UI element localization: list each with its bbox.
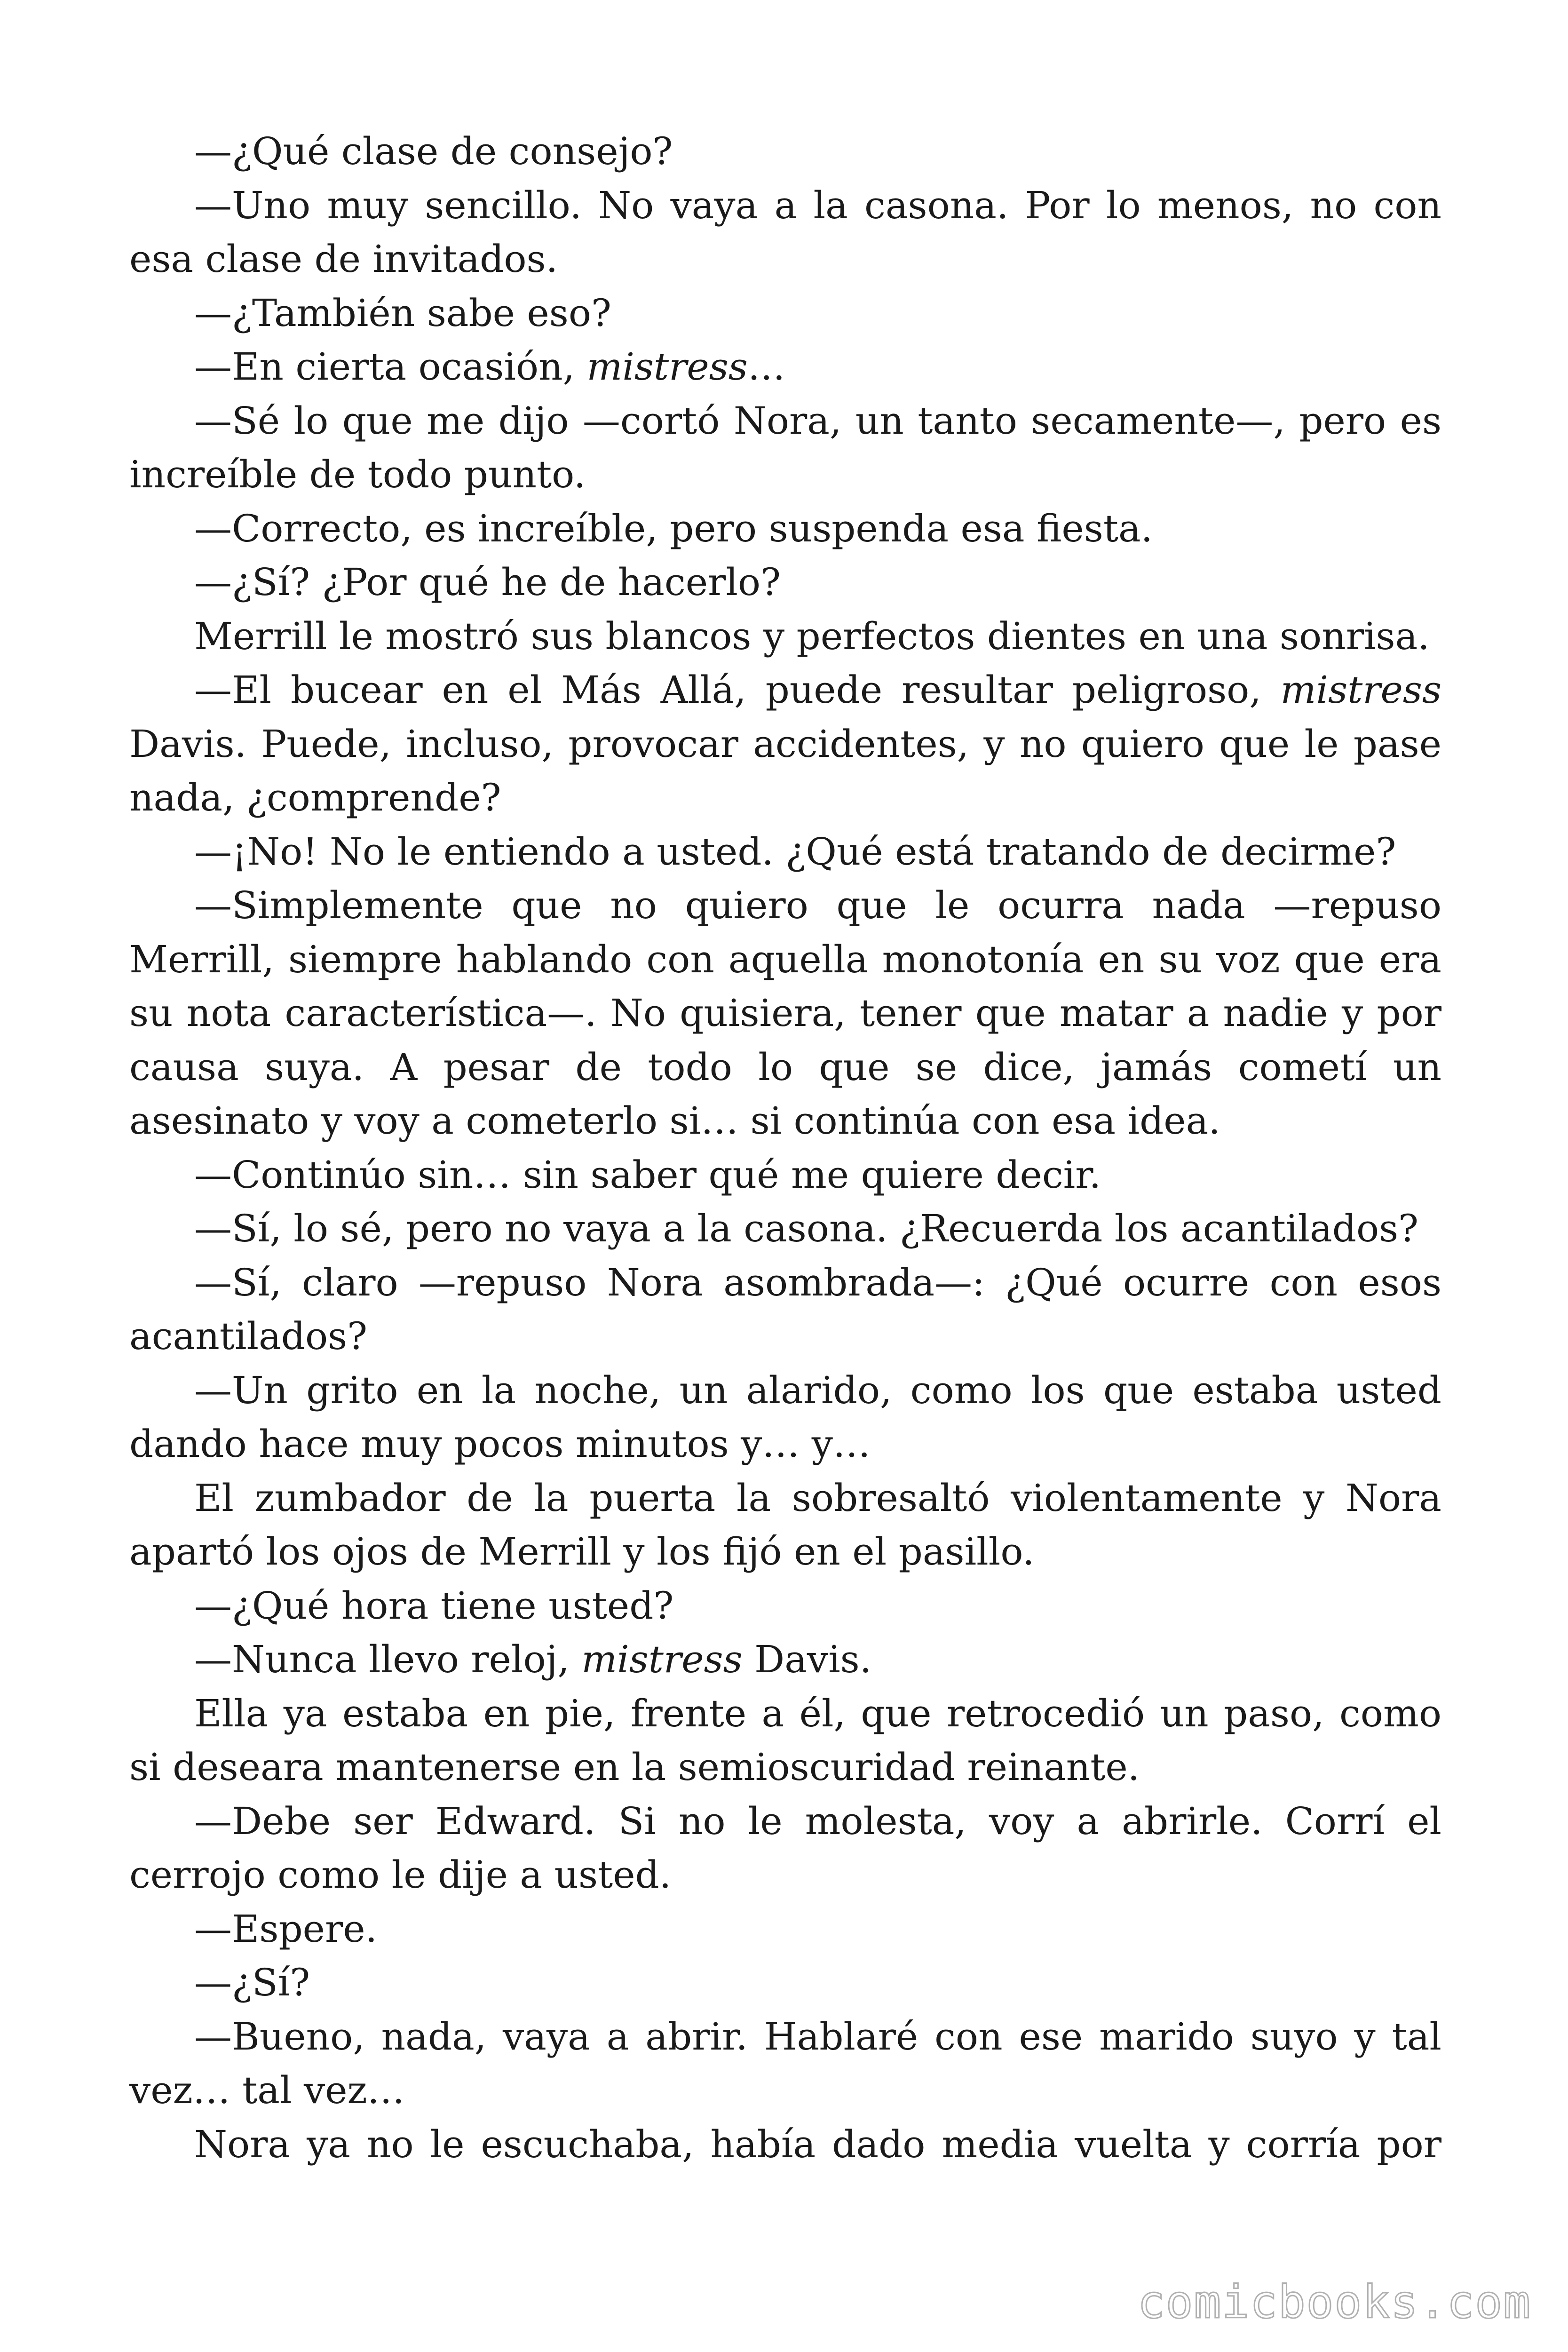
paragraph xyxy=(129,1579,1441,1633)
paragraph xyxy=(129,1956,1441,2010)
text-run: —¡No! No le entiendo a usted. ¿Qué está tratando de decirme? xyxy=(194,829,1396,874)
text-run: Nora ya no le escuchaba, había dado media vuelta y corría por xyxy=(194,2122,1441,2166)
text-run: —Sí, claro —repuso Nora asombrada—: ¿Qué ocurre con esos acantilados? xyxy=(129,1260,1441,1358)
paragraph xyxy=(129,1148,1441,1202)
text-run: —Espere. xyxy=(194,1907,378,1951)
text-run: —Correcto, es increíble, pero suspenda esa fiesta. xyxy=(194,506,1153,550)
text-run: —Sé lo que me dijo —cortó Nora, un tanto secamente—, pero es increíble de todo punto. xyxy=(129,398,1441,496)
text-run: —Nunca llevo reloj, xyxy=(194,1637,582,1681)
text-run: El zumbador de la puerta la sobresaltó violentamente y Nora apartó los ojos de Merrill y los fijó en el pasillo. xyxy=(129,1476,1441,1573)
paragraph xyxy=(129,1256,1441,1364)
paragraph xyxy=(129,125,1441,179)
body-text xyxy=(129,125,1441,2171)
text-run: —Simplemente que no quiero que le ocurra nada —repuso Merrill, siempre hablando con aquella monotonía en su voz que era su nota característica—. No quisiera, tener que matar a nadie y por causa suya. A pesar de todo lo que se dice, jamás cometí un asesinato y voy a cometerlo si… si continúa con esa idea. xyxy=(129,883,1441,1143)
paragraph xyxy=(129,2010,1441,2118)
italic-text: mistress xyxy=(1280,668,1441,712)
text-run: Ella ya estaba en pie, frente a él, que retrocedió un paso, como si deseara mantenerse en la semioscuridad reinante. xyxy=(129,1691,1441,1789)
paragraph xyxy=(129,1795,1441,1902)
paragraph xyxy=(129,879,1441,1148)
paragraph xyxy=(129,1364,1441,1471)
text-run: —Bueno, nada, vaya a abrir. Hablaré con ese marido suyo y tal vez… tal vez… xyxy=(129,2014,1441,2112)
text-run: —Un grito en la noche, un alarido, como los que estaba usted dando hace muy pocos minutos y… y… xyxy=(129,1368,1441,1466)
text-run: Davis. xyxy=(742,1637,872,1681)
paragraph xyxy=(129,1471,1441,1579)
italic-text: mistress xyxy=(581,1637,743,1681)
text-run: —El bucear en el Más Allá, puede resultar peligroso, xyxy=(194,668,1281,712)
text-run: —¿Sí? ¿Por qué he de hacerlo? xyxy=(194,560,781,604)
paragraph xyxy=(129,394,1441,502)
paragraph xyxy=(129,1202,1441,1256)
paragraph xyxy=(129,610,1441,664)
text-run: —Continúo sin… sin saber qué me quiere decir. xyxy=(194,1152,1101,1197)
text-run: —Uno muy sencillo. No vaya a la casona. Por lo menos, no con esa clase de invitados. xyxy=(129,183,1441,281)
text-run: —Debe ser Edward. Si no le molesta, voy a abrirle. Corrí el cerrojo como le dije a usted. xyxy=(129,1799,1441,1897)
paragraph xyxy=(129,663,1441,825)
text-run: Merrill le mostró sus blancos y perfectos dientes en una sonrisa. xyxy=(194,614,1430,658)
text-run: —¿También sabe eso? xyxy=(194,291,611,335)
text-run: … xyxy=(747,345,785,389)
paragraph xyxy=(129,340,1441,394)
text-run: —¿Qué hora tiene usted? xyxy=(194,1583,674,1628)
paragraph xyxy=(129,286,1441,341)
italic-text: mistress xyxy=(586,345,748,389)
paragraph xyxy=(129,1633,1441,1687)
text-run: —¿Qué clase de consejo? xyxy=(194,129,673,173)
watermark: comicbooks.com xyxy=(1137,2276,1531,2328)
paragraph xyxy=(129,2118,1441,2172)
text-run: —En cierta ocasión, xyxy=(194,345,587,389)
text-run: Davis. Puede, incluso, provocar accidentes, y no quiero que le pase nada, ¿comprende? xyxy=(129,722,1441,819)
paragraph xyxy=(129,1902,1441,1956)
paragraph xyxy=(129,1687,1441,1795)
paragraph xyxy=(129,556,1441,610)
paragraph xyxy=(129,825,1441,879)
paragraph xyxy=(129,502,1441,556)
text-run: —¿Sí? xyxy=(194,1961,310,2004)
paragraph xyxy=(129,179,1441,286)
text-run: —Sí, lo sé, pero no vaya a la casona. ¿Recuerda los acantilados? xyxy=(194,1207,1419,1250)
